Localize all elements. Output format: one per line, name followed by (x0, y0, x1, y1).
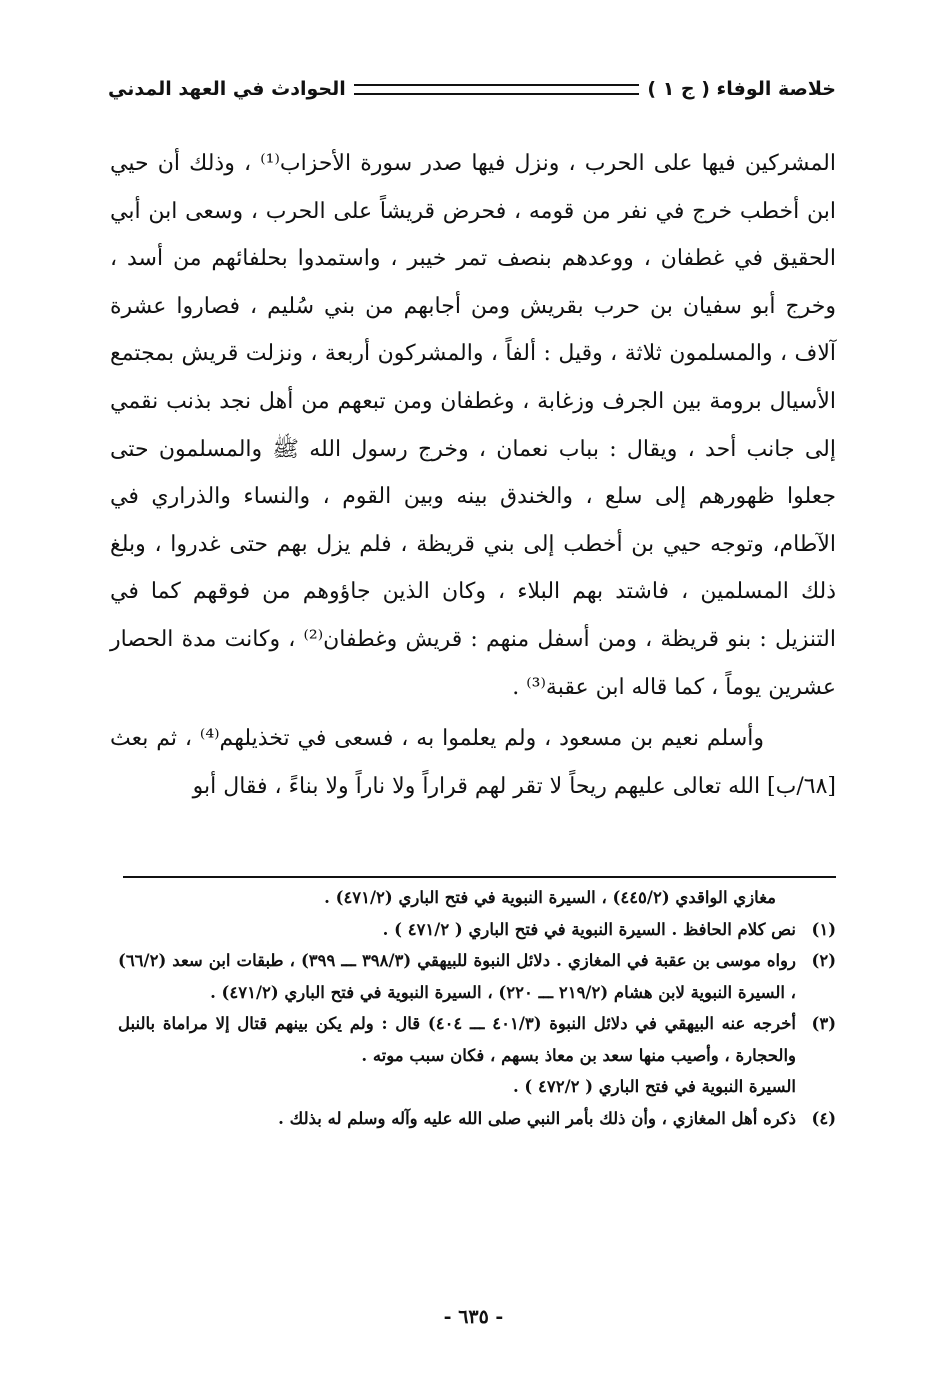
page-number: - ٦٣٥ - (443, 1306, 504, 1328)
footnote-4 (118, 1103, 836, 1135)
footnote-text: ذكره أهل المغازي ، وأن ذلك بأمر النبي صلى الله عليه وآله وسلم له بذلك . (278, 1108, 796, 1128)
footnote-separator (123, 876, 836, 878)
footnote-text: السيرة النبوية في فتح الباري ( ٤٧٢/٢ ) . (512, 1077, 796, 1096)
footnote-2 (118, 945, 836, 1008)
header-book-title: خلاصة الوفاء ( ج ١ ) (647, 78, 836, 100)
main-text (110, 140, 836, 810)
footnote-text: نص كلام الحافظ . السيرة النبوية في فتح الباري ( ٤٧١/٢ ) . (382, 919, 796, 939)
footnote-1 (118, 914, 836, 946)
footnote-number: (٣) (811, 1014, 836, 1033)
footnote-number: (٢) (811, 951, 836, 970)
running-header (108, 74, 836, 104)
footnote-number: (١) (811, 919, 836, 939)
footnote-number: (٤) (811, 1108, 836, 1128)
main-paragraph-2: وأسلم نعيم بن مسعود ، ولم يعلموا به ، فسعى في تخذيلهم⁽⁴⁾ ، ثم بعث [٦٨/ب] الله تعالى عليهم ريحاً لا تقر لهم قراراً ولا ناراً ولا بناءً ، فقال أبو (110, 726, 836, 799)
header-rule (354, 84, 640, 95)
footnote-continued: مغازي الواقدي (٤٤٥/٢) ، السيرة النبوية في فتح الباري (٤٧١/٢) . (324, 888, 776, 907)
footnote-text: رواه موسى بن عقبة في المغازي . دلائل النبوة للبيهقي (٣٩٨/٣ ـــ ٣٩٩) ، طبقات ابن سعد (٦٦/٢) ، السيرة النبوية لابن هشام (٢١٩/٢ ـــ ٢٢٠) ، السيرة النبوية في فتح الباري (٤٧١/٢) . (118, 951, 796, 1002)
footnotes (118, 882, 836, 1134)
main-paragraph-1: المشركين فيها على الحرب ، ونزل فيها صدر سورة الأحزاب⁽¹⁾ ، وذلك أن حيي ابن أخطب خرج في نفر من قومه ، فحرض قريشاً على الحرب ، وسعى ابن أبي الحقيق في غطفان ، ووعدهم بنصف تمر خيبر ، واستمدوا بحلفائهم من أسد ، وخرج أبو سفيان بن حرب بقريش ومن أجابهم من بني سُليم ، فصاروا عشرة آلاف ، والمسلمون ثلاثة ، وقيل : ألفاً ، والمشركون أربعة ، ونزلت قريش بمجتمع الأسيال برومة بين الجرف وزغابة ، وغطفان ومن تبعهم من أهل نجد بذنب نقمي إلى جانب أحد ، ويقال : بباب نعمان ، وخرج رسول الله ﷺ والمسلمون حتى جعلوا ظهورهم إلى سلع ، والخندق بينه وبين القوم ، والنساء والذراري في الآطام، وتوجه حيي بن أخطب إلى بني قريظة ، فلم يزل بهم حتى غدروا ، وبلغ ذلك المسلمين ، فاشتد بهم البلاء ، وكان الذين جاؤوهم من فوقهم كما في التنزيل : بنو قريظة ، ومن أسفل منهم : قريش وغطفان⁽²⁾ ، وكانت مدة الحصار عشرين يوماً ، كما قاله ابن عقبة⁽³⁾ . (110, 151, 836, 700)
footnote-text: أخرجه عنه البيهقي في دلائل النبوة (٤٠١/٣ ـــ ٤٠٤) قال : ولم يكن بينهم قتال إلا مراماة بالنبل والحجارة ، وأصيب منها سعد بن معاذ بسهم ، فكان سبب موته . (118, 1014, 796, 1065)
header-section-title: الحوادث في العهد المدني (108, 78, 346, 100)
footnote-3 (118, 1008, 836, 1103)
